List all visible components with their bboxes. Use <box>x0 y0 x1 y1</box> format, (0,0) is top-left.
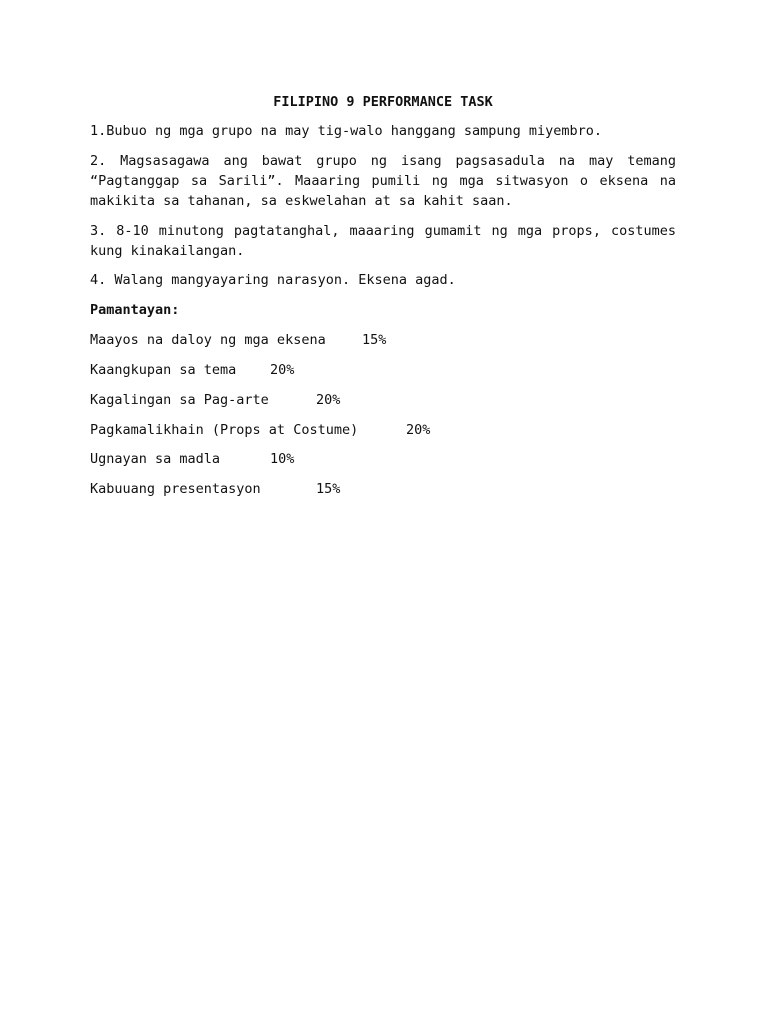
criteria-percent: 20% <box>316 392 341 408</box>
criteria-percent: 15% <box>316 481 341 497</box>
criteria-row <box>90 390 490 410</box>
criteria-name: Ugnayan sa madla <box>90 451 221 467</box>
document-title: FILIPINO 9 PERFORMANCE TASK <box>273 94 493 110</box>
criteria-row <box>90 479 490 499</box>
criteria-percent: 15% <box>362 332 387 348</box>
criteria-name: Kaangkupan sa tema <box>90 362 237 378</box>
criteria-heading: Pamantayan: <box>90 302 180 318</box>
criteria-row <box>90 330 490 350</box>
criteria-name: Maayos na daloy ng mga eksena <box>90 332 326 348</box>
criteria-name: Kagalingan sa Pag-arte <box>90 392 269 408</box>
instruction-3: 3. 8-10 minutong pagtatanghal, maaaring gumamit ng mga props, costumes kung kinakailangan. <box>90 223 676 259</box>
criteria-name: Pagkamalikhain (Props at Costume) <box>90 422 359 438</box>
criteria-row <box>90 360 490 380</box>
criteria-percent: 20% <box>406 422 431 438</box>
criteria-row <box>90 420 490 440</box>
criteria-percent: 20% <box>270 362 295 378</box>
criteria-percent: 10% <box>270 451 295 467</box>
instruction-1: 1.Bubuo ng mga grupo na may tig-walo hanggang sampung miyembro. <box>90 123 603 139</box>
instruction-2: 2. Magsasagawa ang bawat grupo ng isang pagsasadula na may temang “Pagtanggap sa Sarili”. Maaaring pumili ng mga sitwasyon o eksena na makikita sa tahanan, sa eskwelahan at sa kahit saan. <box>90 153 676 209</box>
criteria-name: Kabuuang presentasyon <box>90 481 261 497</box>
instruction-4: 4. Walang mangyayaring narasyon. Eksena agad. <box>90 272 456 288</box>
criteria-row <box>90 449 490 469</box>
